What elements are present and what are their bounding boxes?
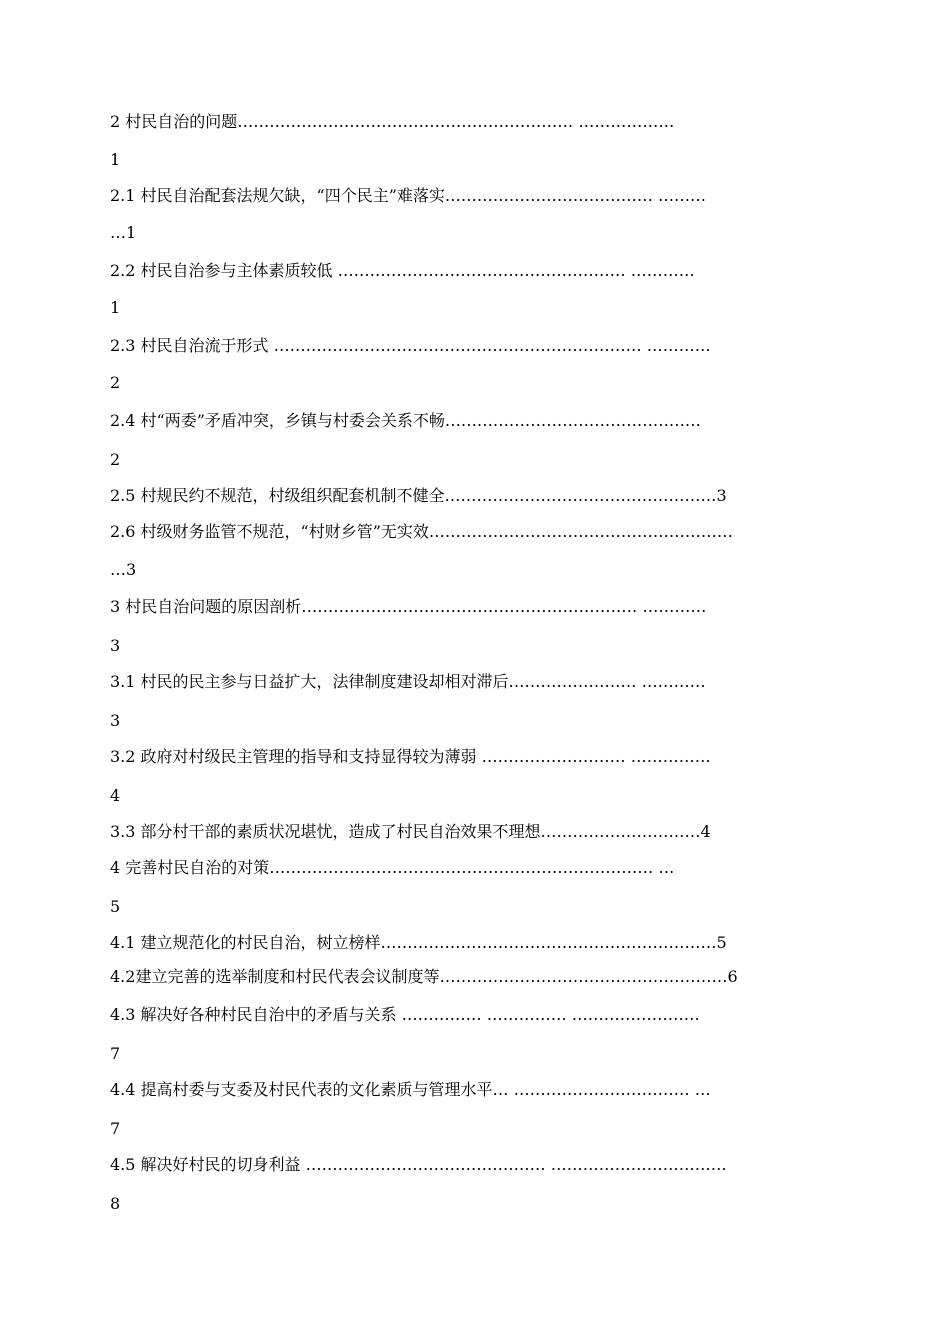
- toc-page-number: 2: [110, 373, 121, 392]
- toc-entry-3-1: 3.1 村民的民主参与日益扩大，法律制度建设却相对滞后…………………… …………: [110, 672, 706, 691]
- toc-page-number: 3: [110, 636, 121, 655]
- toc-page-number: 5: [110, 897, 121, 916]
- toc-entry-2-2: 2.2 村民自治参与主体素质较低 ……………………………………………… …………: [110, 261, 695, 280]
- toc-entry-4: 4 完善村民自治的对策……………………………………………………………… …: [110, 858, 675, 877]
- toc-page-number: 4: [110, 786, 121, 805]
- toc-page-number: 2: [110, 450, 121, 469]
- toc-page-number: …1: [110, 223, 137, 242]
- toc-entry-4-3: 4.3 解决好各种村民自治中的矛盾与关系 …………… …………… ……………………: [110, 1005, 700, 1024]
- toc-page-number: 7: [110, 1044, 121, 1063]
- toc-page-number: 7: [110, 1119, 121, 1138]
- toc-entry-3-2: 3.2 政府对村级民主管理的指导和支持显得较为薄弱 ……………………… ……………: [110, 747, 711, 766]
- toc-page-number: 3: [110, 711, 121, 730]
- toc-page-number: …3: [110, 560, 137, 579]
- toc-entry-2-4: 2.4 村“两委”矛盾冲突，乡镇与村委会关系不畅…………………………………………: [110, 411, 701, 430]
- toc-entry-3: 3 村民自治问题的原因剖析……………………………………………………… …………: [110, 597, 707, 616]
- toc-page-number: 8: [110, 1194, 121, 1213]
- toc-entry-2-6: 2.6 村级财务监管不规范，“村财乡管”无实效…………………………………………………: [110, 522, 733, 541]
- toc-entry-3-3: 3.3 部分村干部的素质状况堪忧，造成了村民自治效果不理想…………………………4: [110, 822, 711, 841]
- toc-entry-2: 2 村民自治的问题……………………………………………………… ………………: [110, 112, 675, 131]
- toc-entry-4-4: 4.4 提高村委与支委及村民代表的文化素质与管理水平… …………………………… …: [110, 1080, 711, 1099]
- toc-entry-2-3: 2.3 村民自治流于形式 …………………………………………………………… …………: [110, 336, 711, 355]
- toc-entry-4-1: 4.1 建立规范化的村民自治，树立榜样………………………………………………………5: [110, 933, 727, 952]
- toc-entry-2-1: 2.1 村民自治配套法规欠缺，“四个民主”难落实………………………………… ………: [110, 186, 706, 205]
- toc-entry-4-5: 4.5 解决好村民的切身利益 ……………………………………… ……………………………: [110, 1155, 727, 1174]
- toc-entry-2-5: 2.5 村规民约不规范，村级组织配套机制不健全……………………………………………3: [110, 486, 727, 505]
- toc-entry-4-2: 4.2建立完善的选举制度和村民代表会议制度等………………………………………………6: [110, 967, 738, 986]
- toc-page-number: 1: [110, 150, 121, 169]
- toc-page-number: 1: [110, 298, 121, 317]
